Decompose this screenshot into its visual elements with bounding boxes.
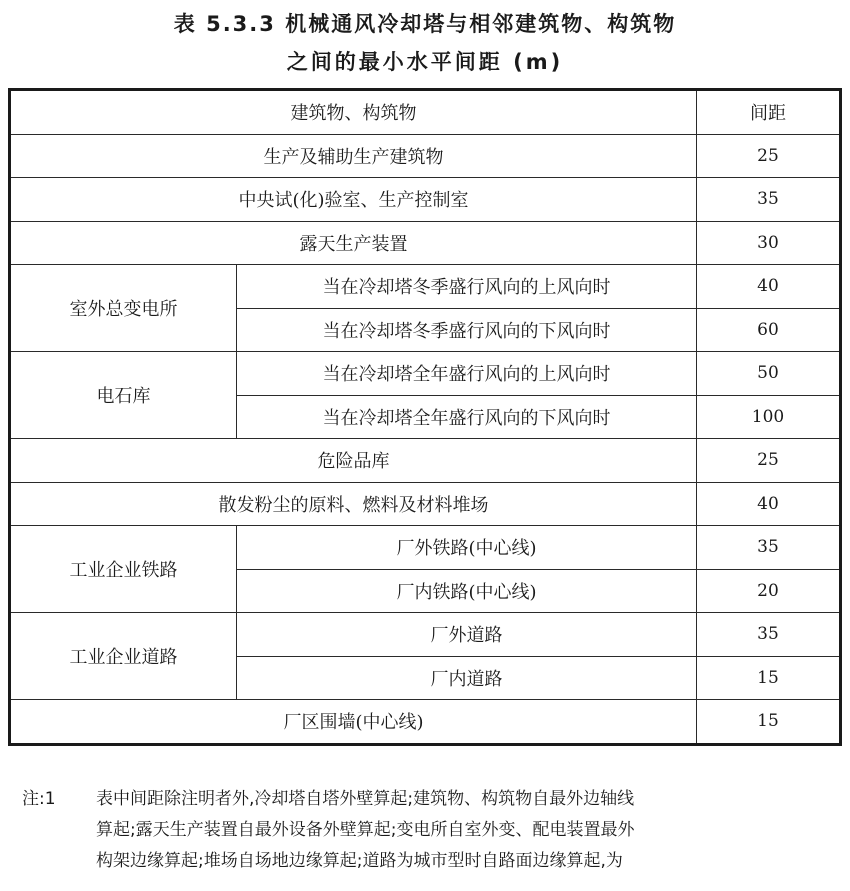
table-row (10, 221, 841, 265)
row-value: 35 (697, 526, 841, 570)
row-name: 当在冷却塔冬季盛行风向的上风向时 (237, 265, 697, 309)
row-value: 25 (697, 439, 841, 483)
table-header-row (10, 90, 841, 135)
row-value: 30 (697, 221, 841, 265)
table-row (10, 482, 841, 526)
row-value: 40 (697, 482, 841, 526)
row-name: 厂区围墙(中心线) (10, 700, 697, 745)
row-value: 15 (697, 700, 841, 745)
note-text: 构架边缘算起;堆场自场地边缘算起;道路为城市型时自路面边缘算起,为 (96, 851, 623, 871)
row-name: 当在冷却塔全年盛行风向的下风向时 (237, 395, 697, 439)
row-group: 工业企业道路 (10, 613, 237, 700)
row-name: 露天生产装置 (10, 221, 697, 265)
row-group: 工业企业铁路 (10, 526, 237, 613)
row-value: 35 (697, 178, 841, 222)
note-line (22, 784, 842, 815)
table-row (10, 178, 841, 222)
table-title-line-1: 表 5.3.3 机械通风冷却塔与相邻建筑物、构筑物 (173, 12, 677, 36)
spacing-table (8, 88, 842, 746)
row-value: 100 (697, 395, 841, 439)
note-prefix: 注:1 (22, 789, 56, 809)
row-name: 当在冷却塔全年盛行风向的上风向时 (237, 352, 697, 396)
row-value: 40 (697, 265, 841, 309)
row-value: 20 (697, 569, 841, 613)
row-name: 厂外道路 (237, 613, 697, 657)
row-name: 厂内铁路(中心线) (237, 569, 697, 613)
table-row (10, 352, 841, 396)
header-spacing: 间距 (697, 90, 841, 135)
note-text: 表中间距除注明者外,冷却塔自塔外壁算起;建筑物、构筑物自最外边轴线 (96, 789, 635, 809)
table-row (10, 613, 841, 657)
row-name: 危险品库 (10, 439, 697, 483)
row-group: 室外总变电所 (10, 265, 237, 352)
note-text: 算起;露天生产装置自最外设备外壁算起;变电所自室外变、配电装置最外 (96, 820, 635, 840)
row-name: 生产及辅助生产建筑物 (10, 134, 697, 178)
table-row (10, 439, 841, 483)
row-value: 35 (697, 613, 841, 657)
row-value: 15 (697, 656, 841, 700)
table-row (10, 134, 841, 178)
row-value: 25 (697, 134, 841, 178)
table-notes (22, 784, 842, 877)
row-name: 散发粉尘的原料、燃料及材料堆场 (10, 482, 697, 526)
header-building: 建筑物、构筑物 (10, 90, 697, 135)
row-value: 50 (697, 352, 841, 396)
row-name: 厂内道路 (237, 656, 697, 700)
table-row (10, 265, 841, 309)
row-group: 电石库 (10, 352, 237, 439)
table-row (10, 700, 841, 745)
row-value: 60 (697, 308, 841, 352)
table-row (10, 526, 841, 570)
row-name: 中央试(化)验室、生产控制室 (10, 178, 697, 222)
table-title-line-2: 之间的最小水平间距 (m) (286, 50, 564, 74)
row-name: 当在冷却塔冬季盛行风向的下风向时 (237, 308, 697, 352)
row-name: 厂外铁路(中心线) (237, 526, 697, 570)
